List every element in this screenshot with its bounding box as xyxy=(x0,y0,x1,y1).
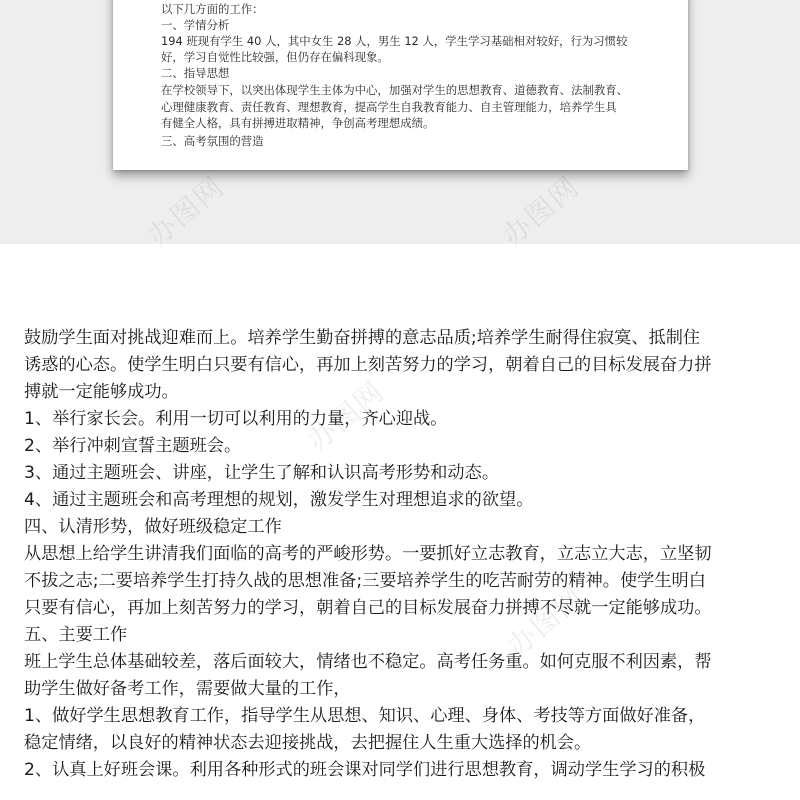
preview-line: 194 班现有学生 40 人，其中女生 28 人，男生 12 人，学生学习基础相对较好，行为习惯较 xyxy=(161,34,628,48)
list-item: 2、举行冲刺宣誓主题班会。 xyxy=(24,436,242,456)
preview-line: 在学校领导下，以突出体现学生主体为中心，加强对学生的思想教育、道德教育、法制教育、 xyxy=(161,83,629,97)
preview-line: 一、学情分析 xyxy=(161,18,230,32)
preview-line: 三、高考氛围的营造 xyxy=(161,134,264,148)
paragraph-line: 稳定情绪，以良好的精神状态去迎接挑战，去把握住人生重大选择的机会。 xyxy=(24,733,592,753)
paragraph-line: 诱惑的心态。使学生明白只要有信心，再加上刻苦努力的学习，朝着自己的目标发展奋力拼 xyxy=(24,355,712,375)
paragraph-line: 鼓励学生面对挑战迎难而上。培养学生勤奋拼搏的意志品质;培养学生耐得住寂寞、抵制住 xyxy=(24,328,701,348)
section-heading: 四、认清形势，做好班级稳定工作 xyxy=(24,517,282,537)
list-item: 4、通过主题班会和高考理想的规划，激发学生对理想追求的欲望。 xyxy=(24,490,534,510)
paragraph-line: 只要有信心，再加上刻苦努力的学习，朝着自己的目标发展奋力拼搏不尽就一定能够成功。 xyxy=(24,598,712,618)
list-item: 1、举行家长会。利用一切可以利用的力量，齐心迎战。 xyxy=(24,409,448,429)
watermark: 办图网 xyxy=(495,169,587,253)
document-body xyxy=(24,325,784,784)
paragraph-line: 搏就一定能够成功。 xyxy=(24,382,179,402)
list-item: 2、认真上好班会课。利用各种形式的班会课对同学们进行思想教育，调动学生学习的积极 xyxy=(24,760,706,780)
list-item: 1、做好学生思想教育工作，指导学生从思想、知识、心理、身体、考技等方面做好准备， xyxy=(24,706,706,726)
paragraph-line: 从思想上给学生讲清我们面临的高考的严峻形势。一要抓好立志教育，立志立大志，立坚韧 xyxy=(24,544,712,564)
list-item: 3、通过主题班会、讲座，让学生了解和认识高考形势和动态。 xyxy=(24,463,500,483)
watermark: 办图网 xyxy=(300,374,392,458)
section-heading: 五、主要工作 xyxy=(24,625,128,645)
watermark: 办图网 xyxy=(140,169,232,253)
paragraph-line: 不拔之志;二要培养学生打持久战的思想准备;三要培养学生的吃苦耐劳的精神。使学生明白 xyxy=(24,571,706,591)
watermark: 办图网 xyxy=(500,579,592,663)
preview-line: 二、指导思想 xyxy=(161,66,230,80)
paragraph-line: 班上学生总体基础较差，落后面较大，情绪也不稳定。高考任务重。如何克服不利因素，帮 xyxy=(24,652,712,672)
preview-line: 以下几方面的工作： xyxy=(161,2,264,16)
preview-line: 有健全人格，具有拼搏进取精神，争创高考理想成绩。 xyxy=(161,116,435,130)
preview-line: 好，学习自觉性比较强，但仍存在偏科现象。 xyxy=(161,50,389,64)
preview-background xyxy=(0,0,800,253)
paragraph-line: 助学生做好备考工作，需要做大量的工作， xyxy=(24,679,351,699)
document-preview-card xyxy=(113,0,688,170)
preview-line: 心理健康教育、责任教育、理想教育，提高学生自我教育能力、自主管理能力，培养学生具 xyxy=(161,100,617,114)
